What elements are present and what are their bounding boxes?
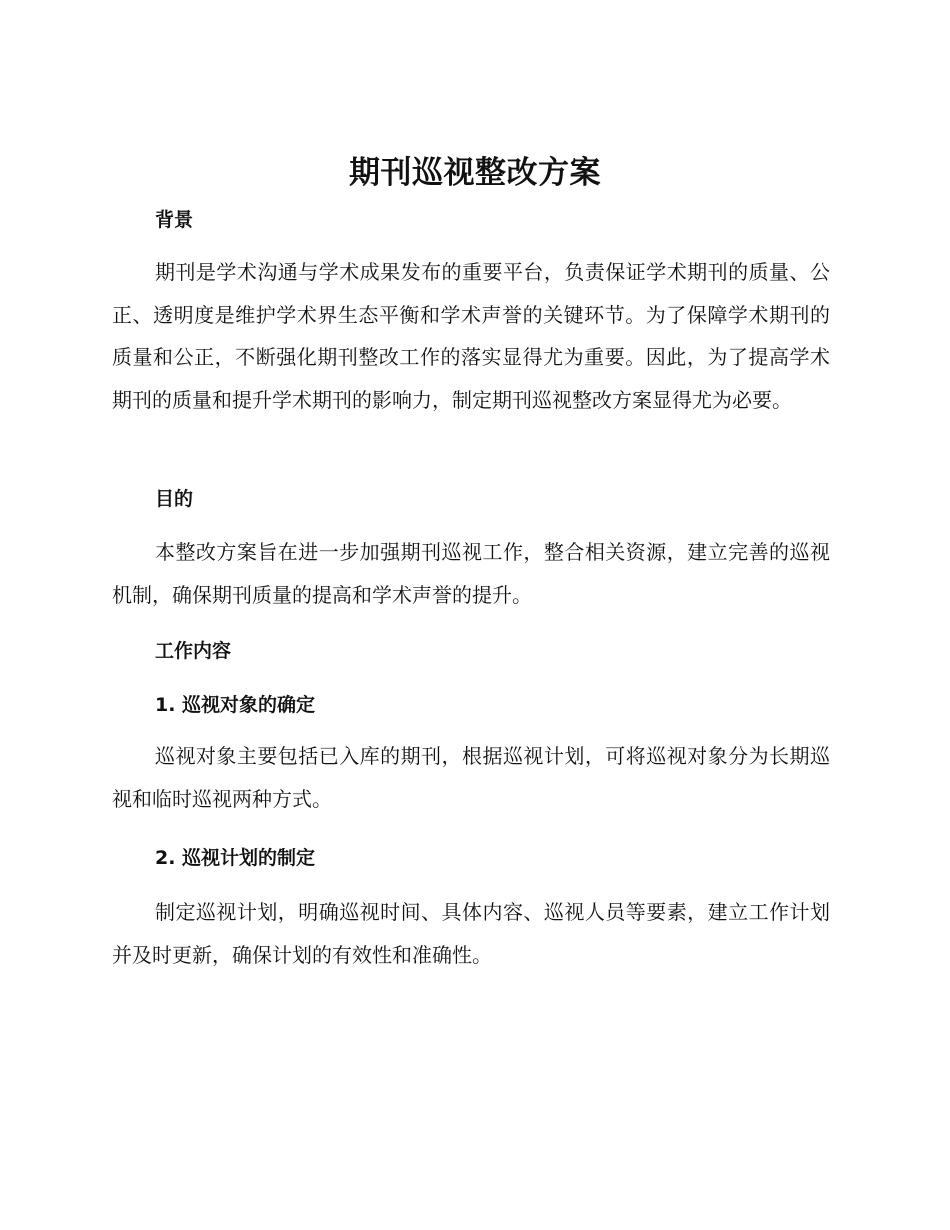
paragraph-inspection-targets: 巡视对象主要包括已入库的期刊，根据巡视计划，可将巡视对象分为长期巡视和临时巡视两种方式。: [112, 744, 830, 811]
document-title: 期刊巡视整改方案: [349, 155, 601, 191]
subsection-heading-inspection-plan: 2. 巡视计划的制定: [155, 847, 316, 869]
paragraph-purpose: 本整改方案旨在进一步加强期刊巡视工作，整合相关资源，建立完善的巡视机制，确保期刊质量的提高和学术声誉的提升。: [112, 540, 830, 607]
paragraph-inspection-plan: 制定巡视计划，明确巡视时间、具体内容、巡视人员等要素，建立工作计划并及时更新，确保计划的有效性和准确性。: [112, 900, 830, 967]
subsection-heading-inspection-targets: 1. 巡视对象的确定: [155, 694, 316, 716]
section-heading-background: 背景: [155, 209, 194, 231]
section-heading-work-content: 工作内容: [155, 640, 232, 662]
section-heading-purpose: 目的: [155, 488, 194, 510]
paragraph-background: 期刊是学术沟通与学术成果发布的重要平台，负责保证学术期刊的质量、公正、透明度是维护学术界生态平衡和学术声誉的关键环节。为了保障学术期刊的质量和公正，不断强化期刊整改工作的落实显得尤为重要。因此，为了提高学术期刊的质量和提升学术期刊的影响力，制定期刊巡视整改方案显得尤为必要。: [112, 260, 830, 412]
